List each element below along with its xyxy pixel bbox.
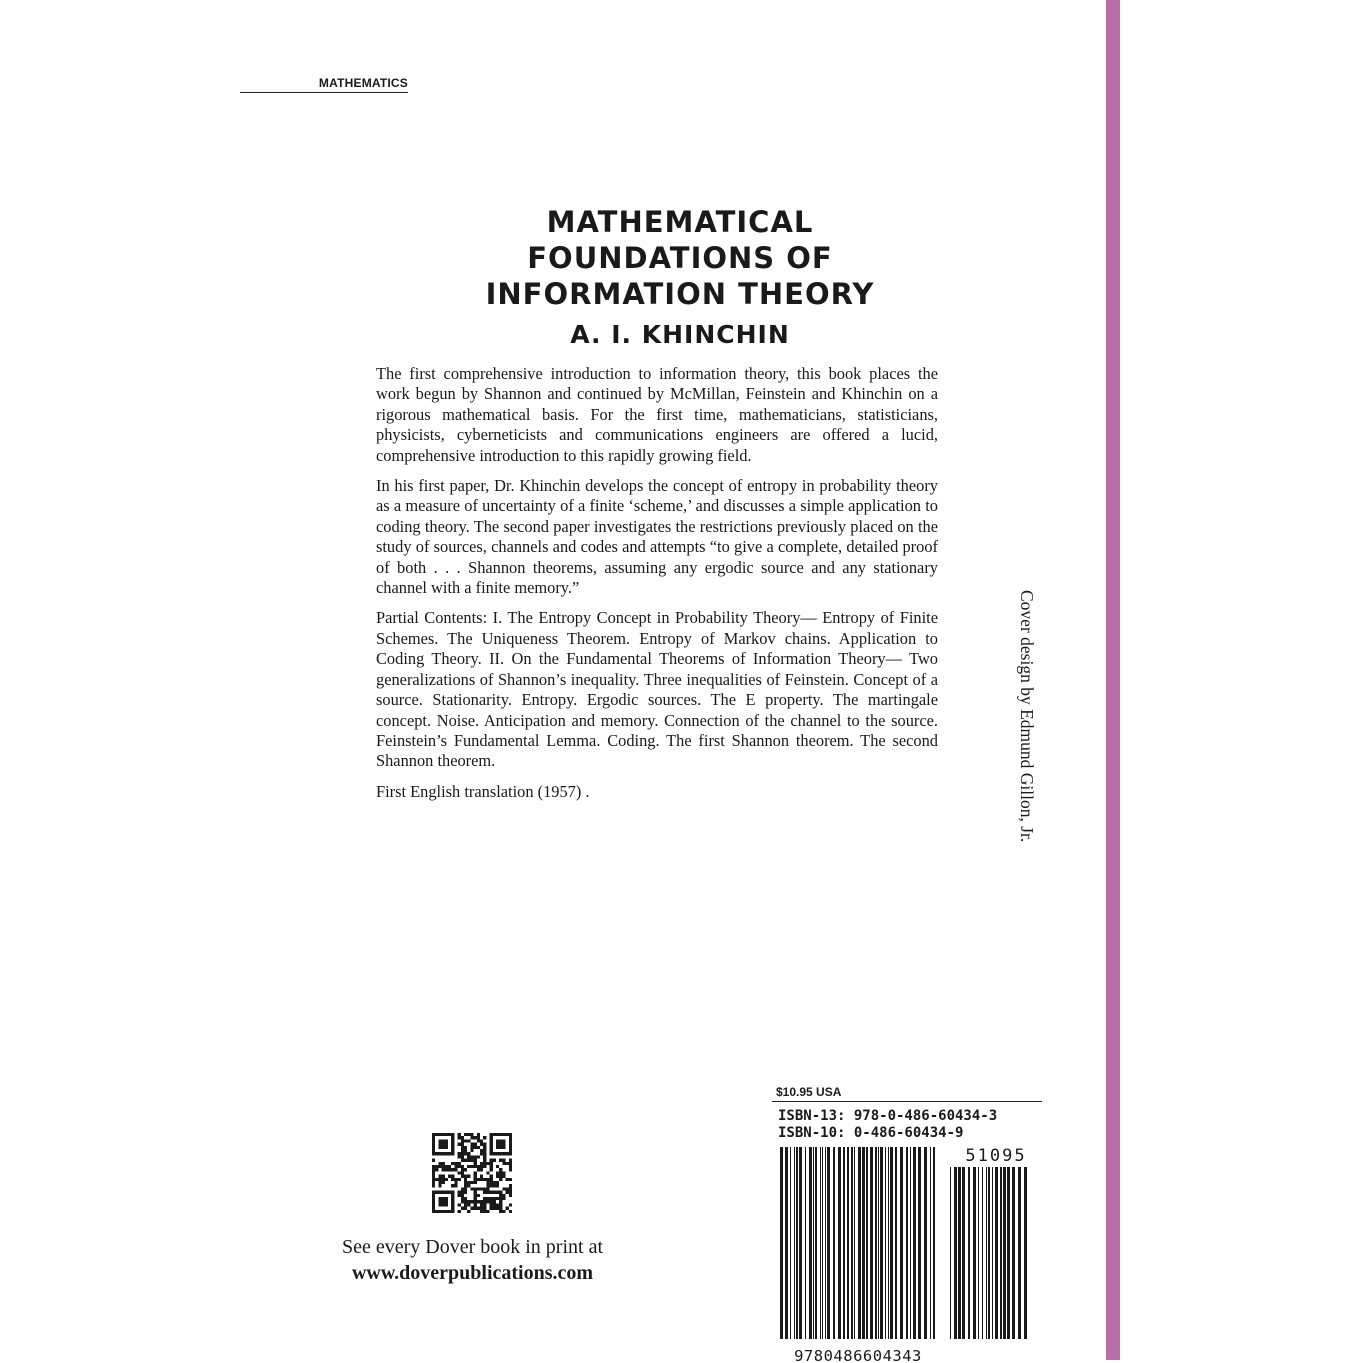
isbn-10: ISBN-10: 0-486-60434-9: [778, 1125, 964, 1141]
spine-color-stripe: [1106, 0, 1120, 1360]
title-line: MATHEMATICAL: [546, 205, 814, 239]
barcode-icon: [772, 1143, 1042, 1363]
promo-line: See every Dover book in print at: [341, 1236, 604, 1258]
book-description: [376, 364, 938, 812]
ean-digits: 9780486604343: [794, 1347, 922, 1363]
cover-design-credit: Cover design by Edmund Gillon, Jr.: [1017, 590, 1037, 843]
qr-code-icon: [432, 1133, 512, 1213]
publisher-url: www.doverpublications.com: [351, 1262, 594, 1284]
category-label: MATHEMATICS: [240, 76, 408, 93]
barcode-block: [772, 1085, 1042, 1363]
promo-text: [300, 1234, 645, 1286]
description-paragraph: The first comprehensive introduction to information theory, this book places the work begun by Shannon and continued by McMillan, Feinstein and Khinchin on a rigorous mathematical basis. For the first time, mathematicians, statisticians, physicists, cyberneticists and communications engineers are offered a lucid, comprehensive introduction to this rapidly growing field.: [376, 364, 938, 465]
translation-note: First English translation (1957) .: [376, 781, 590, 801]
title-line: FOUNDATIONS OF: [527, 241, 833, 275]
title-line: INFORMATION THEORY: [485, 277, 875, 311]
price-code: 51095: [965, 1146, 1027, 1166]
book-title: [340, 204, 1020, 312]
isbn-13: ISBN-13: 978-0-486-60434-3: [778, 1108, 998, 1124]
price-label: $10.95 USA: [772, 1085, 1042, 1102]
partial-contents: Partial Contents: I. The Entropy Concept in Probability Theory— Entropy of Finite Schemes. The Uniqueness Theorem. Entropy of Markov chains. Application to Coding Theory. II. On the Fundamental Theorems of Information Theory— Two generalizations of Shannon’s inequality. Three inequalities of Feinstein. Concept of a source. Stationarity. Entropy. Ergodic sources. The E property. The martingale concept. Noise. Anticipation and memory. Connection of the channel to the source. Feinstein’s Fundamental Lemma. Coding. The first Shannon theorem. The second Shannon theorem.: [376, 608, 938, 771]
book-author: A. I. KHINCHIN: [570, 320, 790, 349]
description-paragraph: In his first paper, Dr. Khinchin develops the concept of entropy in probability theory as a measure of uncertainty of a finite ‘scheme,’ and discusses a simple application to coding theory. The second paper investigates the restrictions previously placed on the study of sources, channels and codes and attempts “to give a complete, detailed proof of both . . . Shannon theorems, assuming any ergodic source and any stationary channel with a finite memory.”: [376, 476, 938, 598]
